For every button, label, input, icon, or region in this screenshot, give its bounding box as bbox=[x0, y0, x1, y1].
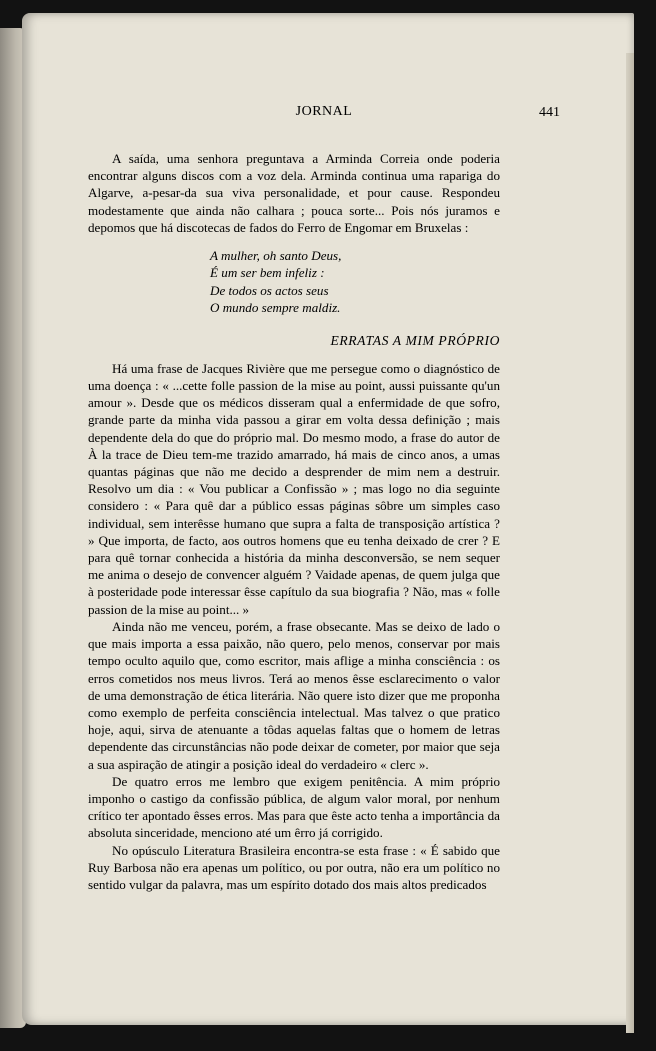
section-title: ERRATAS A MIM PRÓPRIO bbox=[330, 332, 500, 348]
page-body bbox=[88, 150, 500, 893]
paragraph-arminda: A saída, uma senhora preguntava a Arminda Correia onde poderia encontrar alguns discos com a voz dela. Arminda continua uma rapariga do Algarve, a-pesar-da sua viva personalidade, et pour cause. Respondeu modestamente que ainda não calhara ; pouca sorte... Pois nós juramos e depomos que há discotecas de fados do Ferro de Engomar em Bruxelas : bbox=[88, 151, 500, 235]
page-stack-edge bbox=[626, 53, 634, 1033]
poem-line: De todos os actos seus bbox=[210, 282, 329, 298]
page-number: 441 bbox=[539, 105, 560, 120]
paragraph-quatro-erros: De quatro erros me lembro que exigem penitência. A mim próprio imponho o castigo da confissão pública, de algum valor moral, por nenhum crítico ter apontado êsses erros. Mas para que êste acto tenha a importância da absoluta sinceridade, menciono até um êrro já corrigido. bbox=[88, 773, 500, 841]
poem-line: A mulher, oh santo Deus, bbox=[210, 248, 342, 264]
page-header bbox=[88, 104, 560, 124]
paragraph-literatura-brasileira: No opúsculo Literatura Brasileira encontra-se esta frase : « É sabido que Ruy Barbosa não era apenas um político, ou por outra, não era um político no sentido vulgar da palavra, mas um espírito dotado dos mais altos predicados bbox=[88, 842, 500, 892]
paragraph-riviere: Há uma frase de Jacques Rivière que me persegue como o diagnóstico de uma doença : « ...cette folle passion de la mise au point, aussi puissante qu'un amour ». Desde que os médicos disseram qual a enfermidade de que sofro, grande parte da minha vida passou a girar em volta dessa definição ; mais dependente dela do que do próprio mal. Do mesmo modo, a frase do autor de À la trace de Dieu tem-me trazido amarrado, há mais de cinco anos, a umas quantas páginas que não me decido a desprender de mim nem a destruir. Resolvo um dia : « Vou publicar a Confissão » ; mas logo no dia seguinte considero : « Para quê dar a público essas páginas sôbre um simples caso individual, sem interêsse humano que supra a falta de transposição artística ? » Que importa, de facto, aos outros homens que eu tenha deixado de crer ? E para quê tornar conhecida a história da minha desconversão, se nem sequer me anima o desejo de convencer alguém ? Vaidade apenas, de quem julga que à posteridade pode interessar êsse capítulo da sua biografia ? Não, mas « folle passion de la mise au point... » bbox=[88, 360, 500, 617]
poem-quatrain bbox=[210, 247, 500, 317]
poem-line: É um ser bem infeliz : bbox=[210, 265, 325, 281]
poem-line: O mundo sempre maldiz. bbox=[210, 300, 341, 316]
paragraph-frase-obsecante: Ainda não me venceu, porém, a frase obsecante. Mas se deixo de lado o que mais importa a essa paixão, não quero, pelo menos, conservar por mais tempo oculto aquilo que, como escritor, mais aflige a minha consciência : os erros cometidos nos meus livros. Terá ao menos êsse esclarecimento o valor de uma demonstração de ética literária. Não quere isto dizer que me proponha como exemplo de perfeita consciência intelectual. Mas talvez o que pratico hoje, aqui, sirva de atenuante a tôdas aquelas faltas que o homem de letras dependente das circunstâncias não pode deixar de cometer, por maior que seja a sua aspiração de atingir a posição ideal do verdadeiro « clerc ». bbox=[88, 618, 500, 772]
running-title: JORNAL bbox=[295, 104, 353, 119]
